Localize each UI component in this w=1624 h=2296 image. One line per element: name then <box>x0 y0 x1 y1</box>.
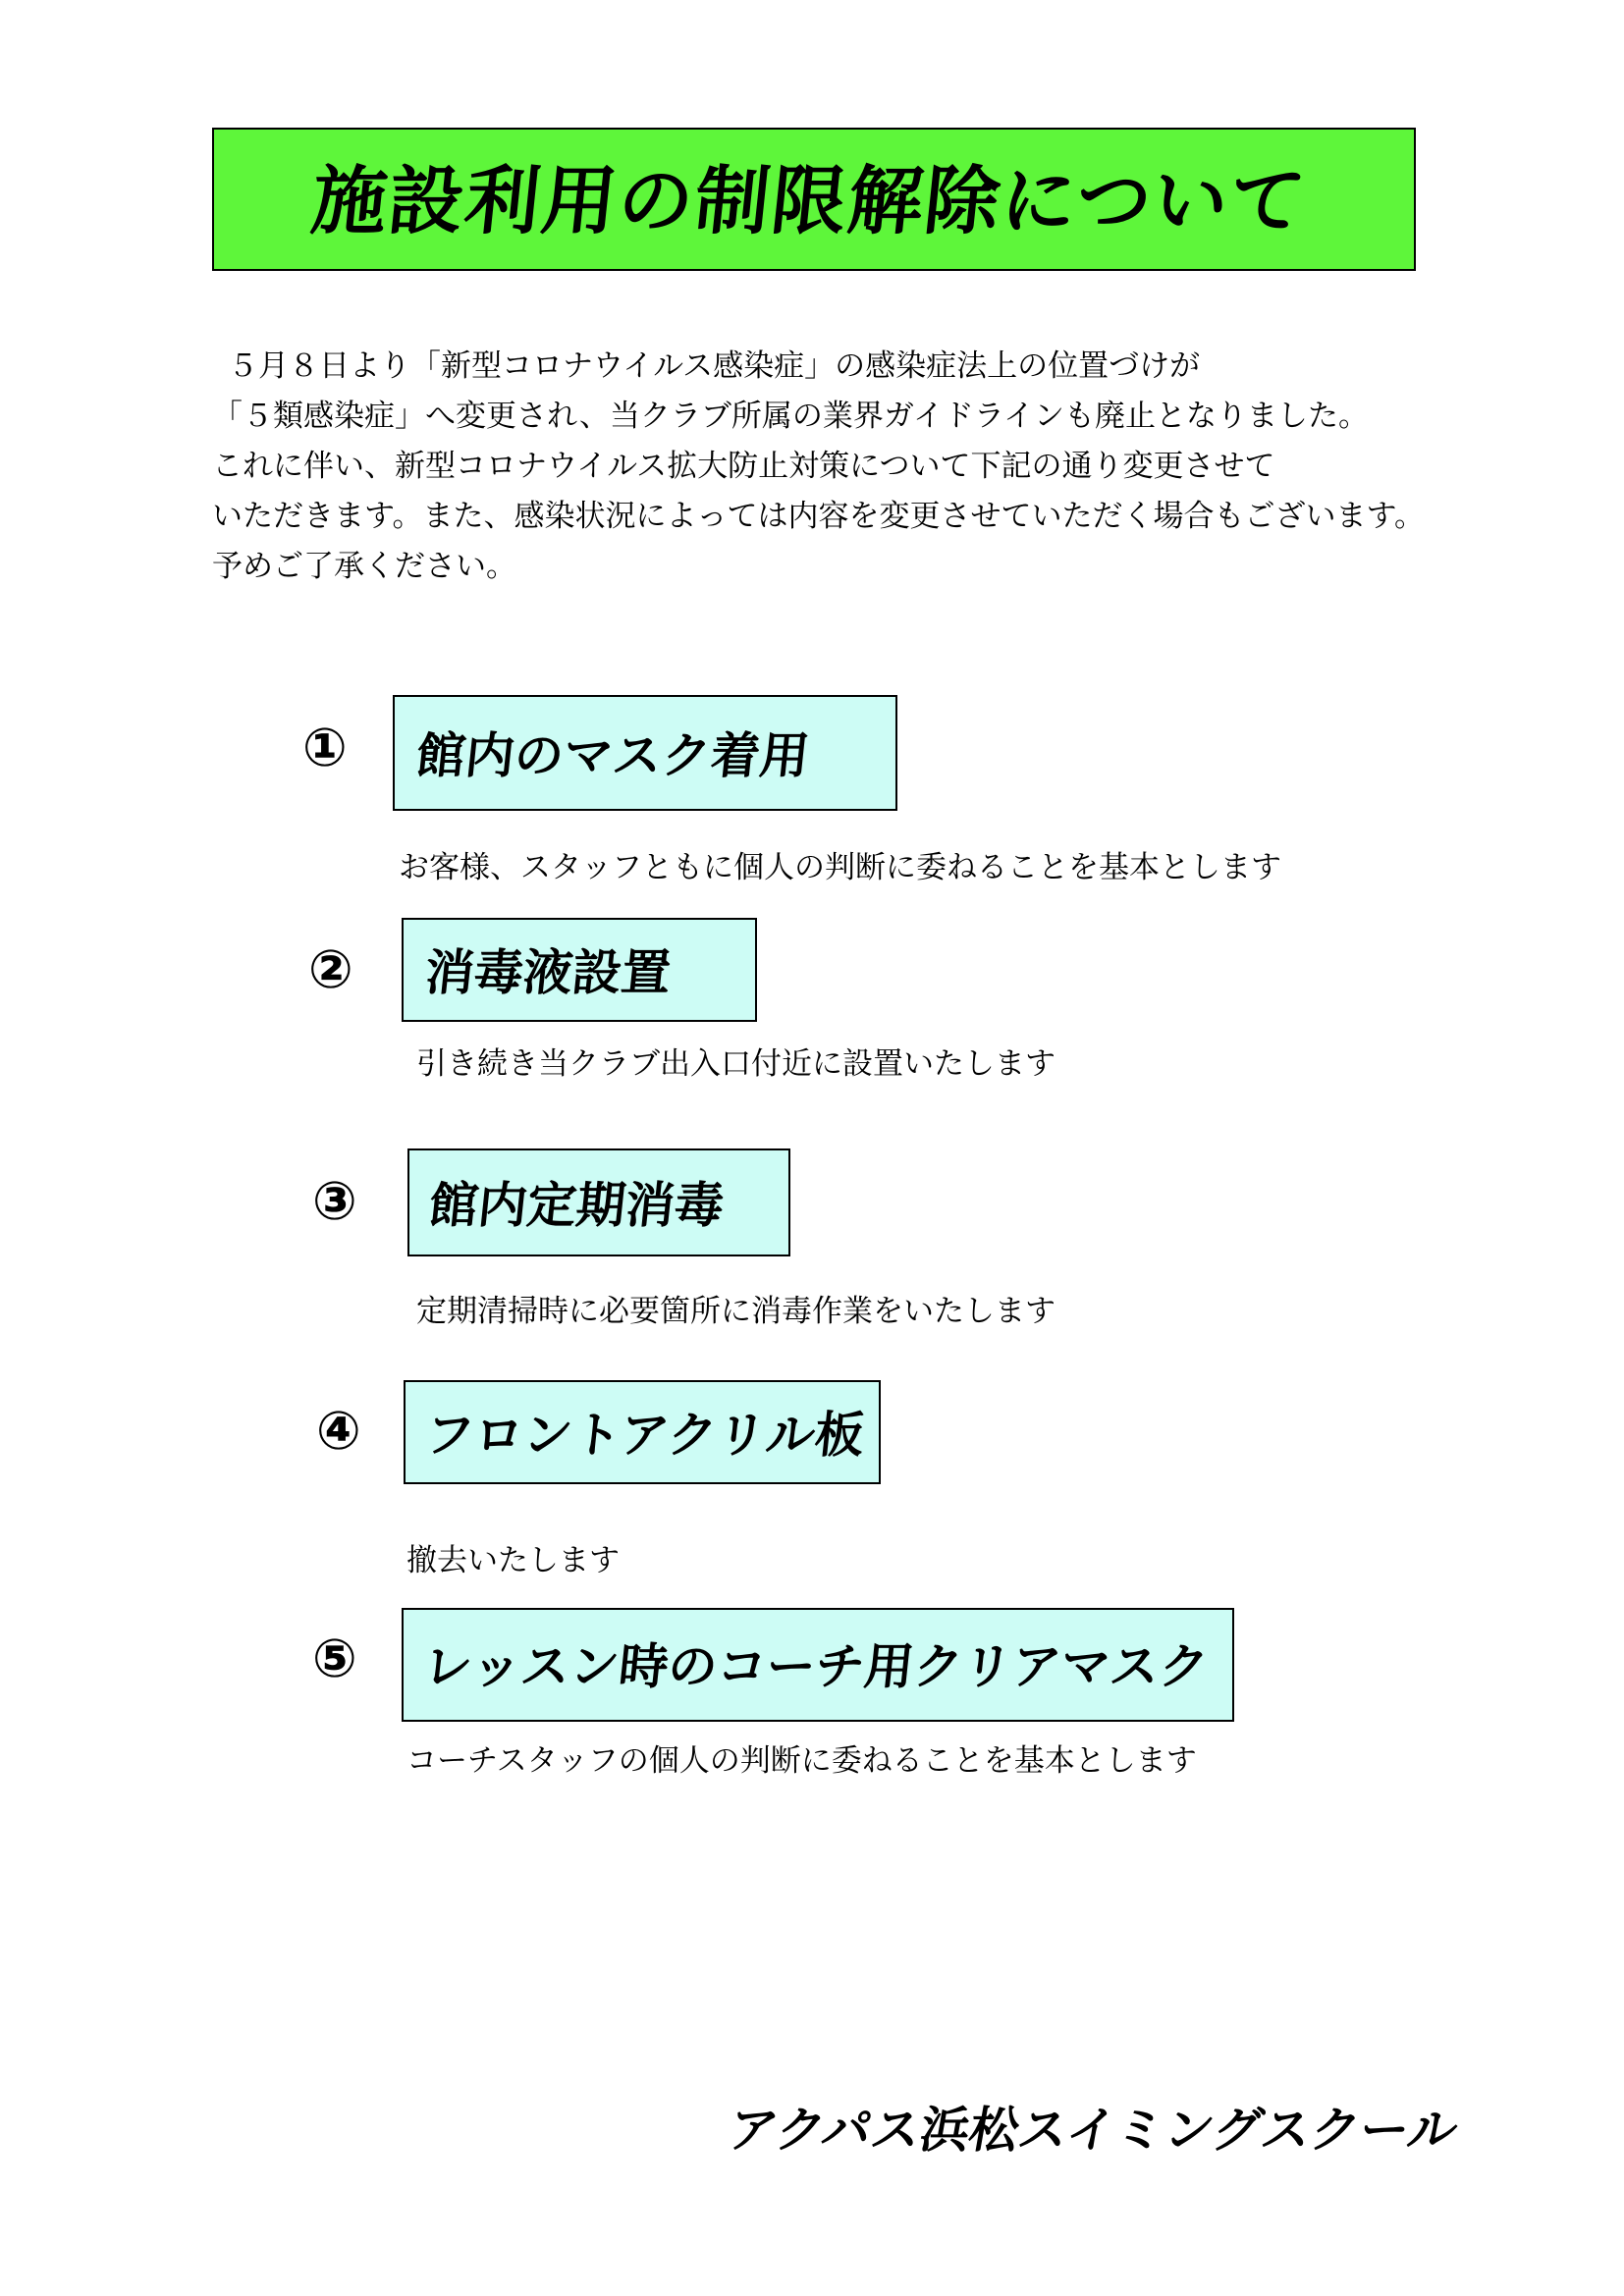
item-title-4: フロントアクリル板 <box>421 1407 868 1464</box>
item-number-1: ① <box>302 717 348 778</box>
intro-line: これに伴い、新型コロナウイルス拡大防止対策について下記の通り変更させて <box>212 449 1275 484</box>
item-title-box-2 <box>402 918 757 1022</box>
intro-paragraph <box>212 342 1567 592</box>
intro-line: いただきます。また、感染状況によっては内容を変更させていただく場合もございます。 <box>212 499 1426 534</box>
item-title-3: 館内定期消毒 <box>425 1177 728 1234</box>
intro-line: 予めご了承ください。 <box>212 549 516 584</box>
item-number-3: ③ <box>312 1170 357 1232</box>
item-title-box-4 <box>404 1380 881 1484</box>
item-title-2: 消毒液設置 <box>421 944 675 1001</box>
item-title-box-1 <box>393 695 897 811</box>
intro-line: 「５類感染症」へ変更され、当クラブ所属の業界ガイドラインも廃止となりました。 <box>212 399 1369 434</box>
item-title-box-3 <box>407 1148 790 1256</box>
item-number-2: ② <box>308 938 353 1000</box>
item-number-4: ④ <box>316 1400 361 1462</box>
item-number-5: ⑤ <box>312 1628 357 1689</box>
item-title-5: レッスン時のコーチ用クリアマスク <box>419 1638 1212 1695</box>
item-description-3: 定期清掃時に必要箇所に消毒作業をいたします <box>416 1294 1056 1329</box>
title-banner <box>212 128 1416 271</box>
club-name: アクパス浜松スイミングスクール <box>723 2102 1463 2159</box>
item-title-1: 館内のマスク着用 <box>412 727 813 784</box>
intro-line: ５月８日より「新型コロナウイルス感染症」の感染症法上の位置づけが <box>228 348 1201 384</box>
page-title: 施設利用の制限解除について <box>307 157 1312 244</box>
item-description-2: 引き続き当クラブ出入口付近に設置いたします <box>416 1046 1056 1082</box>
item-description-5: コーチスタッフの個人の判断に委ねることを基本とします <box>406 1743 1197 1779</box>
item-description-1: お客様、スタッフともに個人の判断に委ねることを基本とします <box>399 850 1281 885</box>
item-title-box-5 <box>402 1608 1234 1722</box>
item-description-4: 撤去いたします <box>406 1543 620 1578</box>
